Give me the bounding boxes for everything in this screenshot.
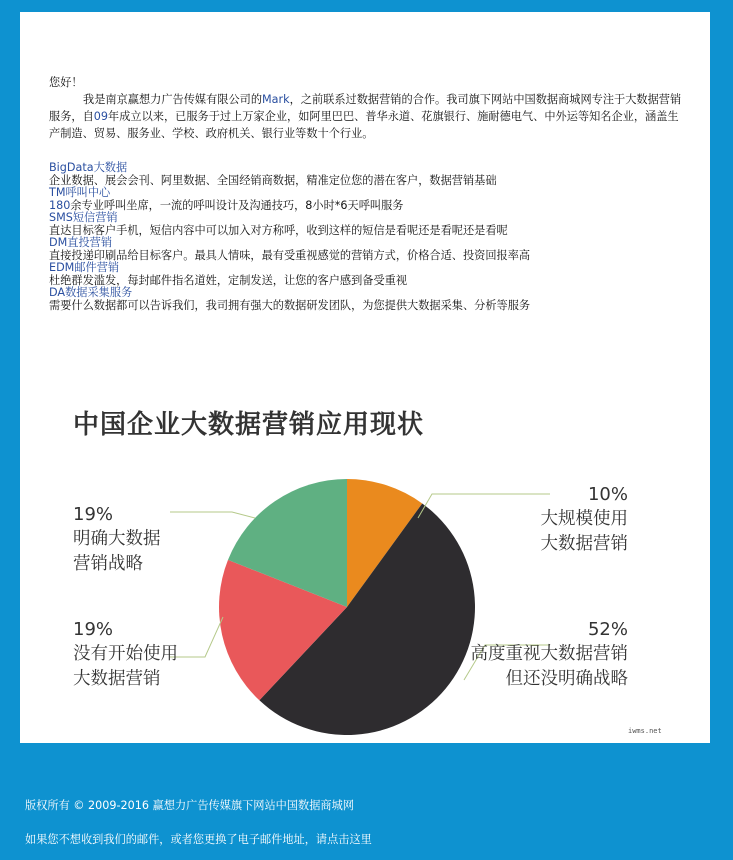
service-description-text: 需要什么数据都可以告诉我们，我司拥有强大的数据研发团队，为您提供大数据采集、分析等服务 <box>49 299 531 312</box>
slice-label-line: 明确大数据 <box>73 529 161 549</box>
chart-title: 中国企业大数据营销应用现状 <box>73 410 425 440</box>
slice-label-line: 营销战略 <box>73 554 143 574</box>
service-description <box>49 174 689 187</box>
label-slice-10 <box>541 482 629 557</box>
greeting: 您好！ <box>49 76 83 89</box>
service-description-text: 直达目标客户手机，短信内容中可以加入对方称呼，收到这样的短信是看呢还是看呢还是看呢 <box>49 224 508 237</box>
slice-pct: 19% <box>73 504 114 525</box>
intro-text: 年成立以来，已服务于过上万家企业，如阿里巴巴、普华永道、花旗银行、施耐德电气、中外运等知名企业，涵盖生产制造、贸易、服务业、学校、政府机关、银行业等数十个行业。 <box>49 110 679 140</box>
unsubscribe-link[interactable]: 如果您不想收到我们的邮件，或者您更换了电子邮件地址，请点击这里 <box>25 833 372 846</box>
slice-label-line: 没有开始使用 <box>73 644 178 664</box>
intro-text: 我是南京赢想力广告传媒有限公司的 <box>83 93 263 106</box>
service-number: 180 <box>49 199 71 212</box>
intro-text: ，之前联系过数据营销的合作。我司旗下网站中国数据商城网专注于大数据营销服务，自 <box>49 93 682 123</box>
email-card <box>20 12 710 743</box>
service-title: DA数据采集服务 <box>49 286 133 299</box>
service-description-text: 企业数据、展会会刊、阿里数据、全国经销商数据，精准定位您的潜在客户，数据营销基础 <box>49 174 497 187</box>
label-slice-52 <box>471 617 629 692</box>
label-slice-19-green <box>73 502 161 577</box>
services-list <box>49 162 689 312</box>
leader-line <box>418 494 550 518</box>
slice-pct: 52% <box>587 619 628 640</box>
service-title: TM呼叫中心 <box>49 186 111 199</box>
service-description <box>49 299 689 312</box>
service-description <box>49 199 689 212</box>
footer-copyright: 版权所有 © 2009-2016 赢想力广告传媒旗下网站中国数据商城网 <box>25 799 354 812</box>
intro-paragraph <box>49 91 689 142</box>
slice-pct: 19% <box>73 619 114 640</box>
service-title: BigData大数据 <box>49 161 128 174</box>
leader-line <box>170 512 255 518</box>
intro-highlight: 09 <box>93 110 109 123</box>
service-title: EDM邮件营销 <box>49 261 120 274</box>
slice-label-line: 大规模使用 <box>540 509 628 529</box>
label-slice-19-red <box>73 617 178 692</box>
slice-label-line: 高度重视大数据营销 <box>470 644 628 664</box>
service-description <box>49 224 689 237</box>
service-description <box>49 274 689 287</box>
service-title: SMS短信营销 <box>49 211 118 224</box>
slice-label-line: 但还没明确战略 <box>505 669 628 689</box>
slice-pct: 10% <box>587 484 628 505</box>
service-title: DM直投营销 <box>49 236 113 249</box>
service-description <box>49 249 689 262</box>
slice-label-line: 大数据营销 <box>73 669 161 689</box>
email-body <box>49 74 689 312</box>
watermark: iwms.net <box>628 727 662 735</box>
intro-highlight: Mark <box>262 93 290 106</box>
service-description-text: 余专业呼叫坐席，一流的呼叫设计及沟通技巧，8小时*6天呼叫服务 <box>70 199 404 212</box>
service-description-text: 杜绝群发滥发，每封邮件指名道姓，定制发送，让您的客户感到备受重视 <box>49 274 408 287</box>
slice-label-line: 大数据营销 <box>540 534 628 554</box>
service-description-text: 直接投递印刷品给目标客户。最具人情味，最有受重视感觉的营销方式，价格合适、投资回报率高 <box>49 249 531 262</box>
